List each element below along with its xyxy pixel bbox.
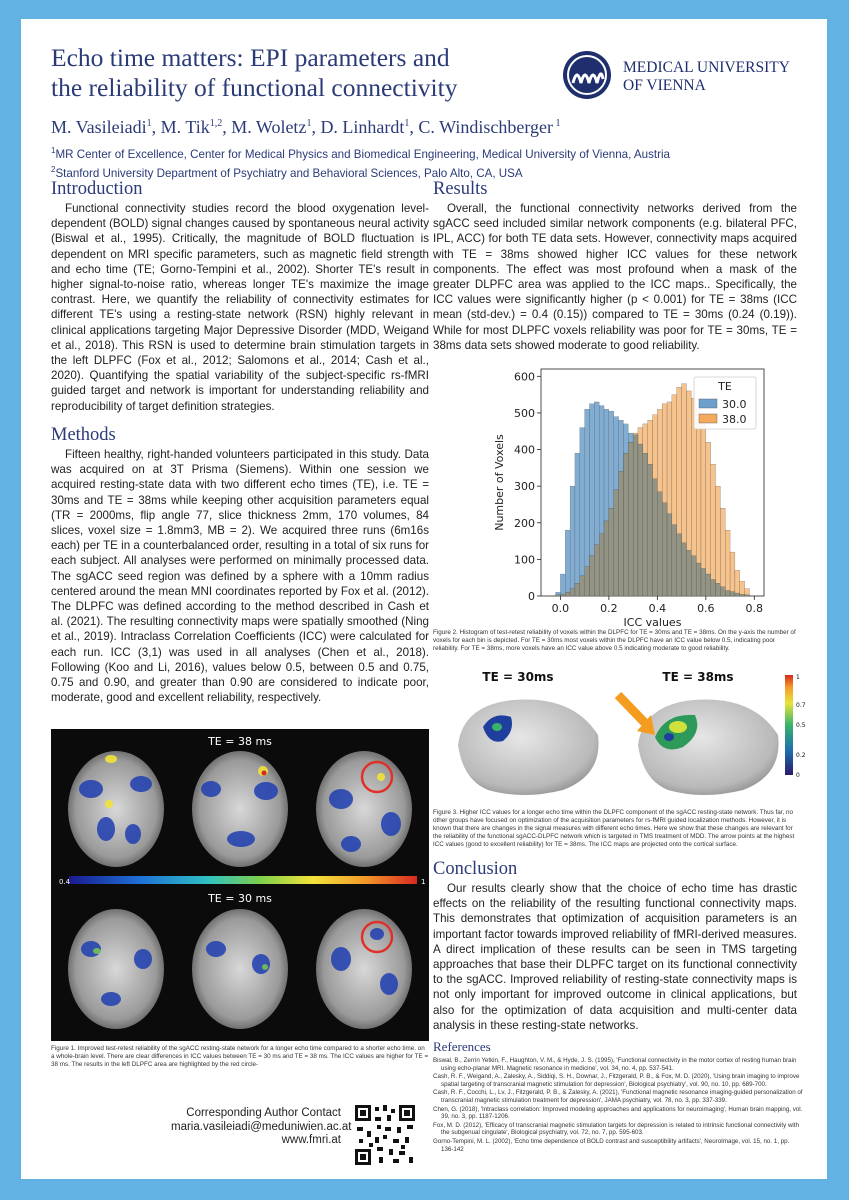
- histogram-overlap-bar: [711, 580, 716, 596]
- colorbar-min-label: 0.4: [59, 878, 71, 886]
- histogram-overlap-bar: [580, 576, 585, 596]
- qr-code[interactable]: [353, 1103, 417, 1167]
- author: [418, 117, 560, 137]
- y-tick-label: 100: [514, 553, 535, 567]
- figure-3-colorbar: [785, 675, 793, 775]
- colorbar-tick: 0.7: [796, 702, 806, 709]
- contact-website[interactable]: www.fmri.at: [281, 1134, 341, 1146]
- figure-1-label-bottom: TE = 30 ms: [208, 892, 272, 905]
- histogram-overlap-bar: [570, 589, 575, 596]
- histogram-bar: [730, 552, 735, 596]
- histogram-overlap-bar: [623, 453, 628, 596]
- affiliation-number: 1: [51, 146, 56, 155]
- affiliation-list: [51, 143, 670, 181]
- histogram-overlap-bar: [667, 514, 672, 596]
- legend-entry: 30.0: [722, 398, 747, 411]
- histogram-overlap-bar: [735, 593, 740, 596]
- author-name: C. Windischberger: [418, 117, 554, 137]
- figure-1-caption: Figure 1. Improved test-retest reliability of the sgACC resting-state network for a longer echo time compared to a shorter echo time. on a whole-brain level. There are clear differences in ICC values between TE = 30 ms and TE = 38 ms. The ICC values are higher for TE = 38 ms. The results in the left DLPFC area are highlighted by the red circle-: [51, 1045, 429, 1068]
- results-heading: Results: [433, 179, 488, 199]
- histogram-overlap-bar: [740, 594, 745, 596]
- author: [320, 117, 418, 137]
- histogram-overlap-bar: [696, 563, 701, 596]
- y-tick-label: 0: [528, 590, 535, 603]
- figure-3-label-left: TE = 30ms: [482, 670, 554, 684]
- x-tick-label: 0.8: [745, 602, 764, 615]
- histogram-overlap-bar: [745, 595, 750, 596]
- histogram-overlap-bar: [633, 435, 638, 596]
- results-text: Overall, the functional connectivity networks derived from the sgACC seed included similar network components (e.g. bilateral PFC, IPL, ACC) for both TE data sets. However, connectivity maps acquired with TE = 38ms showed higher ICC values for these network components. The effect was most profound when a mask of the greater DLPFC area was applied to the ICC maps.. Specifically, the ICC values were significantly higher (p < 0.001) for TE = 38ms (ICC mean (std-dev.) = 0.4 (0.15)) compared to TE = 30ms (0.24 (0.19)). While for most DLPFC voxels reliability was poor for TE = 30ms, TE = 38ms data sets showed moderate to good reliability.: [433, 202, 797, 352]
- histogram-bar: [706, 442, 711, 596]
- author: [231, 117, 320, 137]
- histogram-overlap-bar: [682, 543, 687, 596]
- histogram-bar: [575, 453, 580, 596]
- university-emblem-icon: [561, 49, 613, 101]
- histogram-overlap-bar: [653, 479, 658, 596]
- brain-slice: [68, 751, 164, 867]
- histogram-overlap-bar: [672, 525, 677, 596]
- figure-3-graphic: [433, 665, 811, 805]
- contact-email[interactable]: maria.vasileiadi@meduniwien.ac.at: [171, 1120, 352, 1133]
- introduction-heading: Introduction: [51, 179, 143, 199]
- brain-slice: [68, 909, 164, 1029]
- bottom-row-slices: [68, 909, 412, 1029]
- histogram-overlap-bar: [716, 583, 721, 596]
- reference-item: Gorno-Tempini, M. L. (2002), 'Echo time dependence of BOLD contrast and susceptibility artifacts', NeuroImage, vol. 15, no. 1, pp. 136-142: [433, 1137, 790, 1153]
- brain-slice: [192, 751, 288, 867]
- histogram-overlap-bar: [594, 545, 599, 596]
- affiliation-number: 2: [51, 164, 56, 174]
- references-heading: References: [433, 1039, 491, 1054]
- y-tick-label: 600: [514, 370, 535, 384]
- histogram-bar: [570, 486, 575, 596]
- reference-item: Cash, R. F., Cocchi, L., Lv, J., Fitzgerald, P. B., & Zalesky, A. (2021), 'Functional magnetic resonance imaging-guided personalization of transcranial magnetic stimulation treatment for depression', JAMA psychiatry, vol. 78, no. 3, pp. 337-339.: [433, 1089, 803, 1104]
- histogram-bar: [720, 508, 725, 596]
- reference-item: Cash, R. F., Weigand, A., Zalesky, A., Siddiqi, S. H., Downar, J., Fitzgerald, P. B., & Fox, M. D. (2020), 'Using brain imaging to improve spatial targeting of transcranial magnetic stimulation for depression', Biological psychiatry', vol. 90, no. 10, pp. 689-700.: [433, 1073, 800, 1088]
- figure-3-label-right: TE = 38ms: [662, 670, 734, 684]
- histogram-overlap-bar: [604, 521, 609, 596]
- figure-2-histogram: [476, 361, 776, 626]
- institution-line-2: OF VIENNA: [623, 77, 706, 94]
- histogram-bar: [716, 486, 721, 596]
- poster-title: [51, 43, 551, 103]
- histogram-chart: [476, 361, 776, 626]
- histogram-overlap-bar: [619, 472, 624, 596]
- histogram-overlap-bar: [628, 442, 633, 596]
- reference-item: Fox, M. D. (2012), 'Efficacy of transcranial magnetic stimulation targets for depression is related to intrinsic functional connectivity with the subgenual cingulate', Biological psychiatry, vol. 72, no. 7, pp. 595-603.: [433, 1121, 799, 1137]
- figure-3-caption: Figure 3. Higher ICC values for a longer echo time within the DLPFC component of the sgACC resting-state network. Thus far, no other groups have focused on optimization of the acquisition parameters for rs-fMRI guided localization methods. However, it is known that there are changes in the signal measures with different echo times. Here we show that these changes are relevant for the reliability of the functional sgACC-DLPFC network which is targeted in TMS treatment of MDD. The arrow points at the highest ICC values (good to excellent reliability) for TE = 38ms. The ICC maps are projected onto the cortical surface.: [433, 809, 795, 848]
- legend-swatch: [699, 414, 717, 423]
- author-name: M. Tik: [160, 117, 210, 137]
- histogram-bar: [740, 581, 745, 596]
- histogram-overlap-bar: [614, 490, 619, 596]
- legend-swatch: [699, 399, 717, 408]
- poster: [21, 19, 827, 1179]
- figure-1-colorbar: [69, 876, 417, 884]
- figure-3-cortical-maps: [433, 665, 811, 805]
- conclusion-heading: Conclusion: [433, 859, 518, 879]
- institution-name: [623, 59, 790, 95]
- contact-block: [171, 1107, 352, 1148]
- histogram-bar: [735, 570, 740, 596]
- author: [51, 117, 161, 137]
- author-separator: ,: [311, 117, 321, 137]
- histogram-bar: [560, 574, 565, 596]
- methods-heading: Methods: [51, 425, 116, 445]
- y-tick-label: 200: [514, 516, 535, 530]
- histogram-overlap-bar: [609, 508, 614, 596]
- x-tick-label: 0.6: [697, 602, 715, 615]
- histogram-overlap-bar: [691, 556, 696, 596]
- conclusion-text: Our results clearly show that the choice of echo time has drastic effects on the reliability of the resulting functional connectivity maps. This demonstrates that optimization of acquisition parameters is an important factor towards improved reliability of fMRI-derived measures. A direct implication of these results can be seen in TMS targeting approaches that base their DLPFC target on its functional connectivity to the sgACC. Improved reliability of resting-state connectivity maps is not only important for improved outcome in clinical applications, but also for the optimization of data acquisition and multi-center data analysis in these resting-state networks.: [433, 882, 797, 1032]
- affiliation-text: Stanford University Department of Psychiatry and Behavioral Sciences, Palo Alto, CA, USA: [55, 166, 523, 180]
- histogram-overlap-bar: [575, 583, 580, 596]
- affiliation-text: MR Center of Excellence, Center for Medical Physics and Biomedical Engineering, Medical University of Vienna, Austria: [55, 147, 670, 161]
- colorbar-tick: 0.5: [796, 722, 806, 729]
- arrow-shaft: [618, 695, 645, 723]
- histogram-overlap-bar: [662, 503, 667, 596]
- histogram-overlap-bar: [638, 444, 643, 596]
- figure-1-graphic: [51, 729, 429, 1041]
- histogram-bar: [725, 530, 730, 596]
- author-name: M. Woletz: [231, 117, 307, 137]
- reference-item: Biswal, B., Zerrin Yetkin, F., Haughton, V. M., & Hyde, J. S. (1995), 'Functional connectivity in the motor cortex of resting human brain using echo-planar MRI. Magnetic resonance in medicine', vol. 34, no. 4, pp. 537-541.: [433, 1057, 797, 1072]
- y-axis-label: Number of Voxels: [493, 434, 506, 531]
- author-name: M. Vasileiadi: [51, 117, 147, 137]
- affiliation: [51, 162, 670, 181]
- brain-slice: [316, 909, 412, 1029]
- x-axis-label: ICC values: [623, 616, 682, 626]
- title-line-2: the reliability of functional connectivity: [51, 73, 458, 102]
- x-tick-label: 0.2: [600, 602, 618, 615]
- histogram-overlap-bar: [648, 464, 653, 596]
- histogram-bar: [711, 464, 716, 596]
- author-affiliation-number: 1: [306, 118, 312, 129]
- y-tick-label: 400: [514, 443, 535, 457]
- top-row-slices: [68, 751, 412, 867]
- author-separator: ,: [409, 117, 419, 137]
- brain-slice: [192, 909, 288, 1029]
- colorbar-tick: 1: [796, 674, 800, 681]
- legend-title: TE: [718, 380, 732, 393]
- colorbar-tick: 0.2: [796, 752, 806, 759]
- author-name: D. Linhardt: [320, 117, 405, 137]
- colorbar-max-label: 1: [421, 878, 426, 886]
- histogram-overlap-bar: [677, 534, 682, 596]
- histogram-overlap-bar: [725, 591, 730, 596]
- title-line-1: Echo time matters: EPI parameters and: [51, 43, 450, 72]
- histogram-overlap-bar: [720, 587, 725, 596]
- institution-line-1: MEDICAL UNIVERSITY: [623, 59, 790, 76]
- histogram-bar: [565, 530, 570, 596]
- histogram-overlap-bar: [589, 556, 594, 596]
- histogram-overlap-bar: [556, 595, 561, 596]
- x-tick-label: 0.4: [648, 602, 667, 615]
- author-separator: ,: [151, 117, 161, 137]
- histogram-bar: [580, 428, 585, 596]
- histogram-overlap-bar: [599, 534, 604, 596]
- histogram-overlap-bar: [657, 492, 662, 596]
- author-list: [51, 117, 561, 138]
- contact-title: Corresponding Author Contact: [186, 1107, 341, 1119]
- histogram-overlap-bar: [565, 592, 570, 596]
- author-affiliation-number: 1: [553, 118, 561, 129]
- reference-list: [433, 1057, 803, 1154]
- reference-item: Chen, G. (2018), 'Intraclass correlation: Improved modeling approaches and applications for neuroimaging', Human brain mapping, vol. 39, no. 3, pp. 1187-1206.: [433, 1105, 803, 1121]
- author-separator: ,: [222, 117, 232, 137]
- figure-1-label-top: TE = 38 ms: [208, 735, 272, 748]
- figure-2-caption: Figure 2. Histogram of test-retest reliability of voxels within the DLPFC for TE = 30ms and TE = 38ms. On the y-axis the number of voxels for each bin is depicted. For TE = 30ms most voxels within the DLPFC have an ICC value below 0.5, indicating poor reliability. For TE = 38ms, more voxels have an ICC value above 0.5 indicating moderate to good reliability.: [433, 629, 796, 652]
- figure-1-brain-slices: [51, 729, 429, 1041]
- histogram-overlap-bar: [643, 453, 648, 596]
- x-tick-label: 0.0: [551, 602, 570, 615]
- university-logo: [561, 49, 811, 107]
- introduction-text: Functional connectivity studies record the blood oxygenation level-dependent (BOLD) signal changes caused by spontaneous neural activity (Biswal et al., 1995). Critically, the magnitude of BOLD fluctuation is dependent on MRI specific parameters, such as magnetic field strength and echo time (TE; Gorno-Tempini et al., 2002). Shorter TE's result in higher signal-to-noise ratio, whereas longer TE's maximize the image contrast. Here, we quantify the reliability of connectivity estimates for different TE's using a resting-state network (RSN) highly relevant in clinical applications targeting Major Depressive Disorder (MDD, Weigand et al., 2018). This RSN is used to determine brain stimulation targets in the left DLPFC (Fox et al., 2012; Salomons et al., 2014; Cash et al., 2020). Quantifying the spatial variability of the subject-specific rs-fMRI guided target and network is important for understanding reliability and reproducibility of target definition strategies.: [51, 202, 429, 413]
- legend-entry: 38.0: [722, 413, 747, 426]
- author: [161, 117, 232, 137]
- methods-text: Fifteen healthy, right-handed volunteers participated in this study. Data was acquired on at 3T Prisma (Siemens). Within one session we acquired resting-state data with two different echo times (TE), i.e. TE = 30ms and TE = 38ms while keeping other acquisition parameters equal (TR = 2000ms, flip angle 77, slice thickness 2mm, 170 volumes, 84 slices, voxel size = 1.8mm3, MB = 2). We acquired three runs (6m16s each) per TE in a counterbalanced order, resulting in a total of six runs for each subject. All analyses were performed on minimally processed data. The sgACC seed region was defined by a sphere with a 10mm radius centered around the mean MNI coordinates reported by Fox et al. (2012). The DLPFC was defined according to the method described in Cash et al. (2021). The resulting connectivity maps were spatially smoothed (Ning et al., 2019). Intraclass Correlation Coefficients (ICC) were calculated for each run. ICC (3,1) was used in all analyses (Chen et al., 2018). Following (Koo and Li, 2016), values below 0.5, between 0.5 and 0.75, 0.75 and 0.90, and greater than 0.90 are considered to indicate poor, moderate, good and excellent reliability, respectively.: [51, 448, 429, 705]
- qr-code-icon: [353, 1103, 417, 1167]
- cortex-right: [638, 699, 779, 795]
- y-tick-label: 300: [514, 480, 535, 494]
- affiliation: [51, 143, 670, 162]
- author-affiliation-number: 1,2: [209, 118, 223, 129]
- author-affiliation-number: 1: [146, 118, 152, 129]
- histogram-overlap-bar: [706, 574, 711, 596]
- histogram-overlap-bar: [701, 569, 706, 596]
- histogram-overlap-bar: [585, 567, 590, 596]
- histogram-overlap-bar: [560, 594, 565, 596]
- y-tick-label: 500: [514, 406, 535, 420]
- colorbar-tick: 0: [796, 772, 800, 779]
- author-affiliation-number: 1: [404, 118, 410, 129]
- histogram-overlap-bar: [730, 592, 735, 596]
- histogram-overlap-bar: [686, 550, 691, 596]
- cortex-left: [458, 699, 599, 795]
